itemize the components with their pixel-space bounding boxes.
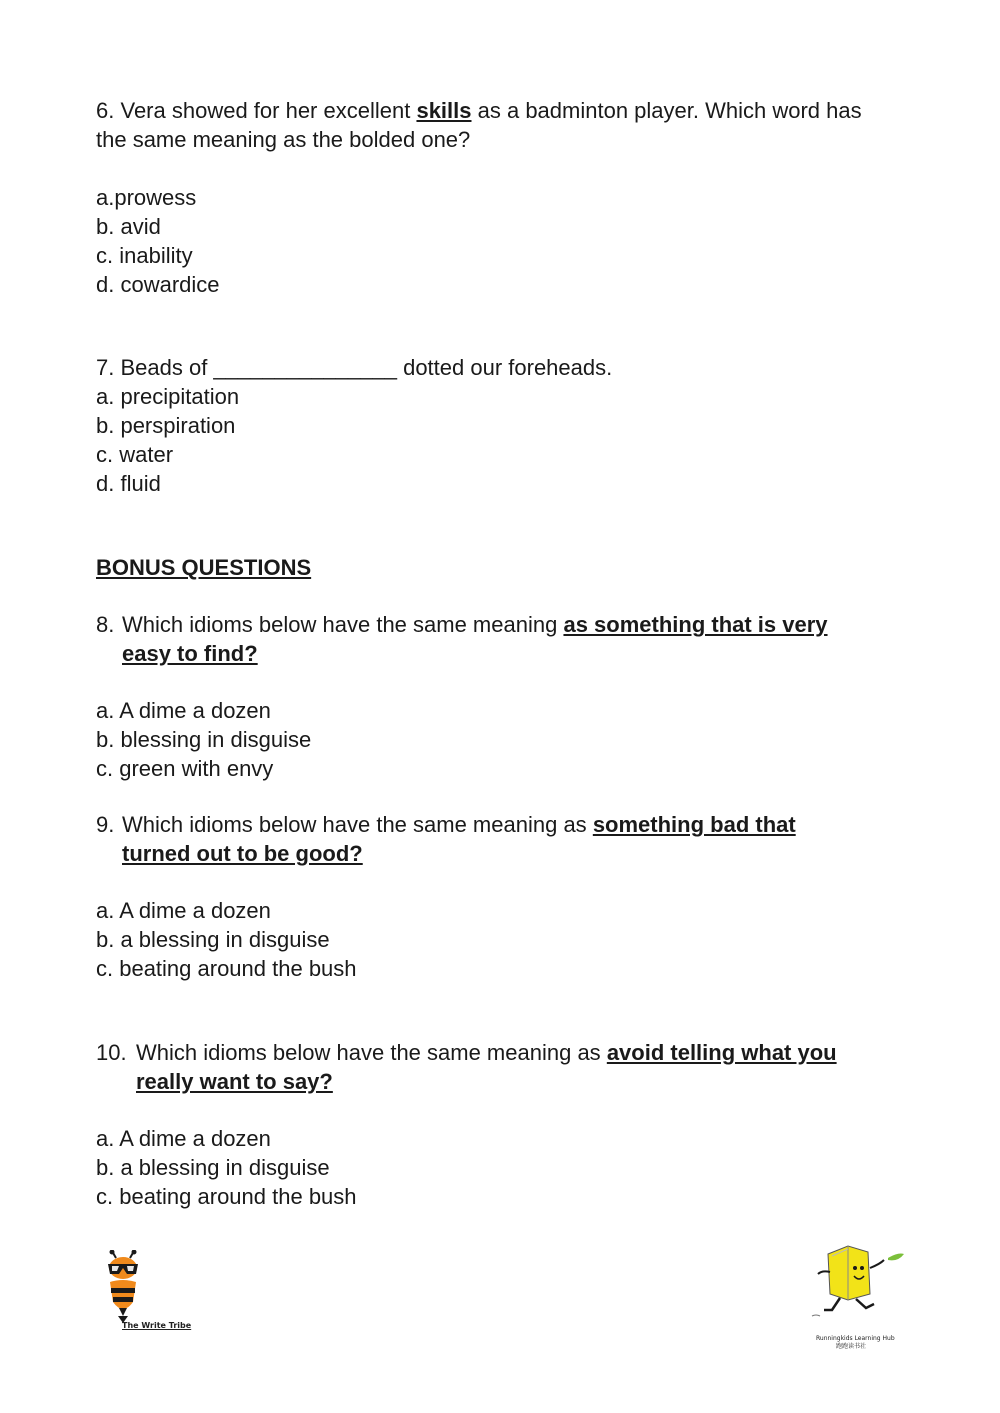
- option-c: c. beating around the bush: [96, 956, 357, 981]
- question-number: 8.: [96, 612, 115, 637]
- running-book-icon: [808, 1244, 908, 1324]
- question-10: [96, 1038, 896, 1211]
- emphasized-meaning: avoid telling what you really want to say?: [136, 1040, 837, 1094]
- question-text: Which idioms below have the same meaning: [122, 612, 558, 637]
- question-9-text: [96, 810, 896, 868]
- option-b: b. avid: [96, 214, 161, 239]
- question-6-text: [96, 96, 896, 154]
- option-d: d. fluid: [96, 471, 161, 496]
- write-tribe-logo: [100, 1250, 210, 1330]
- option-a: a. A dime a dozen: [96, 898, 271, 923]
- bonus-heading: BONUS QUESTIONS: [96, 555, 312, 580]
- question-text: Vera showed for her excellent: [120, 98, 411, 123]
- option-d: d. cowardice: [96, 272, 220, 297]
- option-b: b. perspiration: [96, 413, 236, 438]
- question-text: Which idioms below have the same meaning as: [136, 1040, 601, 1065]
- question-7-text: [96, 353, 896, 382]
- option-c: c. water: [96, 442, 174, 467]
- question-7: [96, 353, 896, 498]
- right-logo-text-chinese: 跑跑读书社: [836, 1343, 867, 1350]
- option-a: a. A dime a dozen: [96, 698, 271, 723]
- question-8-text: [96, 610, 896, 668]
- question-9: [96, 810, 896, 983]
- question-8: [96, 610, 896, 783]
- option-a: a.prowess: [96, 185, 197, 210]
- left-logo-text: The Write Tribe: [122, 1321, 192, 1330]
- option-b: b. blessing in disguise: [96, 727, 312, 752]
- right-logo-text: Runningkids Learning Hub: [816, 1335, 895, 1342]
- option-b: b. a blessing in disguise: [96, 927, 330, 952]
- question-number: 7.: [96, 355, 115, 380]
- question-number: 6.: [96, 98, 115, 123]
- question-number: 9.: [96, 812, 115, 837]
- option-c: c. green with envy: [96, 756, 274, 781]
- question-10-text: [96, 1038, 896, 1096]
- question-number: 10.: [96, 1040, 127, 1065]
- option-a: a. precipitation: [96, 384, 240, 409]
- emphasized-meaning: something bad that turned out to be good?: [122, 812, 796, 866]
- option-a: a. A dime a dozen: [96, 1126, 271, 1151]
- question-text: Which idioms below have the same meaning as: [122, 812, 587, 837]
- emphasized-meaning: as something that is very easy to find?: [122, 612, 828, 666]
- runningkids-logo: [808, 1244, 908, 1350]
- question-6: [96, 96, 896, 299]
- option-c: c. beating around the bush: [96, 1184, 357, 1209]
- question-text: Beads of _______________ dotted our foreheads.: [120, 355, 613, 380]
- bolded-word: skills: [416, 98, 472, 123]
- option-b: b. a blessing in disguise: [96, 1155, 330, 1180]
- question-text: as a badminton player. Which word has the same meaning as the bolded one?: [96, 98, 862, 152]
- option-c: c. inability: [96, 243, 193, 268]
